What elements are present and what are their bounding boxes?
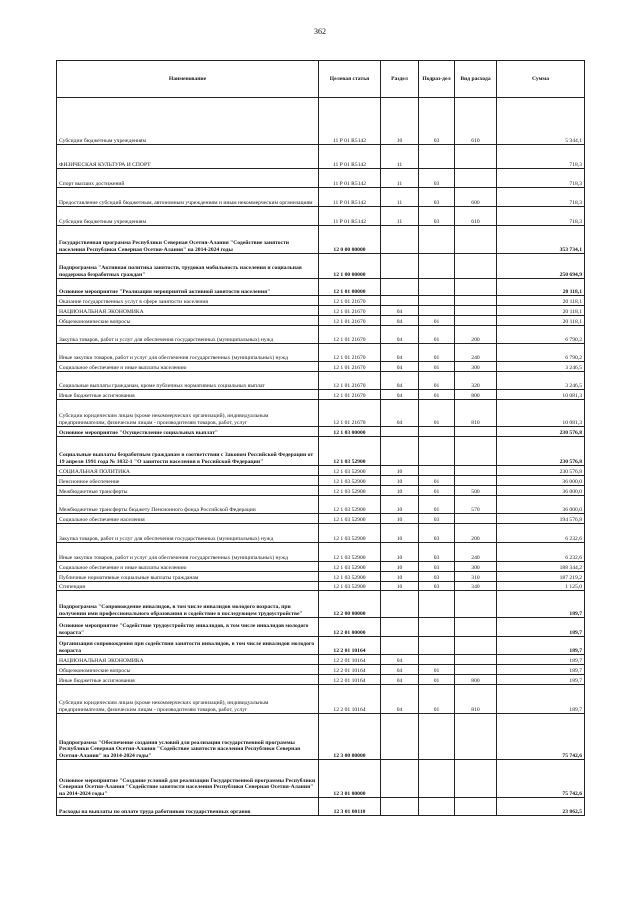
cell-amount: 189,7 <box>497 637 585 655</box>
table-row <box>57 496 585 514</box>
cell-name: Социальное обеспечение и иные выплаты населению <box>57 362 319 372</box>
cell-subsection <box>419 279 455 296</box>
cell-expense-type <box>455 655 497 665</box>
cell-target: 12 1 03 52900 <box>319 562 381 572</box>
cell-expense-type: 610 <box>455 98 497 145</box>
cell-amount: 188 344,2 <box>497 562 585 572</box>
cell-target: 11 Р 01 R5142 <box>319 169 381 188</box>
table-row <box>57 655 585 665</box>
cell-name: Стипендии <box>57 582 319 591</box>
cell-amount: 230 576,8 <box>497 437 585 466</box>
table-row <box>57 543 585 562</box>
cell-expense-type <box>455 637 497 655</box>
cell-amount: 6 790,2 <box>497 326 585 344</box>
cell-expense-type <box>455 476 497 486</box>
cell-name: Иные закупки товаров, работ и услуг для обеспечения государственных (муниципальных) нужд <box>57 543 319 562</box>
cell-amount: 250 694,9 <box>497 254 585 279</box>
cell-section: 11 <box>381 188 419 207</box>
cell-expense-type: 800 <box>455 675 497 685</box>
cell-section: 10 <box>381 514 419 524</box>
cell-amount: 189,7 <box>497 685 585 714</box>
cell-subsection <box>419 760 455 798</box>
table-row <box>57 685 585 714</box>
cell-target: 12 1 03 00000 <box>319 427 381 437</box>
cell-name: Основное мероприятие "Содействие трудоустройству инвалидов, в том числе инвалидов молодого возраста" <box>57 618 319 637</box>
cell-section: 10 <box>381 543 419 562</box>
cell-target: 12 2 01 10164 <box>319 637 381 655</box>
table-row <box>57 207 585 226</box>
cell-expense-type <box>455 427 497 437</box>
cell-subsection: 01 <box>419 400 455 427</box>
cell-amount: 10 081,3 <box>497 390 585 400</box>
cell-section: 10 <box>381 466 419 476</box>
cell-expense-type: 310 <box>455 572 497 582</box>
cell-target: 11 Р 01 R5142 <box>319 98 381 145</box>
cell-target: 12 1 01 21670 <box>319 372 381 390</box>
cell-section: 04 <box>381 665 419 675</box>
cell-target: 12 2 00 00000 <box>319 591 381 618</box>
cell-expense-type <box>455 306 497 316</box>
cell-name: Субсидии бюджетным учреждениям <box>57 98 319 145</box>
cell-amount: 20 118,1 <box>497 306 585 316</box>
cell-section: 11 <box>381 207 419 226</box>
cell-name: Расходы на выплаты по оплате труда работников государственных органов <box>57 798 319 816</box>
cell-section <box>381 279 419 296</box>
cell-name: Основное мероприятие "Осуществление социальных выплат" <box>57 427 319 437</box>
cell-subsection: 01 <box>419 476 455 486</box>
cell-section <box>381 637 419 655</box>
cell-target: 12 1 03 52900 <box>319 437 381 466</box>
table-row <box>57 390 585 400</box>
cell-section: 10 <box>381 98 419 145</box>
cell-amount: 3 246,5 <box>497 372 585 390</box>
cell-amount: 36 000,0 <box>497 476 585 486</box>
cell-amount: 20 118,1 <box>497 279 585 296</box>
cell-expense-type <box>455 714 497 760</box>
cell-section: 10 <box>381 562 419 572</box>
cell-subsection: 01 <box>419 372 455 390</box>
cell-subsection: 01 <box>419 326 455 344</box>
header-target: Целевая статья <box>319 61 381 98</box>
cell-target: 11 Р 01 R5142 <box>319 188 381 207</box>
cell-target: 12 1 01 21670 <box>319 362 381 372</box>
cell-expense-type: 600 <box>455 188 497 207</box>
cell-section <box>381 714 419 760</box>
cell-target: 12 2 01 10164 <box>319 685 381 714</box>
table-row <box>57 145 585 169</box>
cell-section: 04 <box>381 362 419 372</box>
table-row <box>57 400 585 427</box>
cell-subsection: 03 <box>419 562 455 572</box>
cell-section: 10 <box>381 524 419 543</box>
budget-table <box>56 60 585 816</box>
cell-name: Общеэкономические вопросы <box>57 316 319 326</box>
cell-amount: 189,7 <box>497 655 585 665</box>
cell-expense-type <box>455 437 497 466</box>
cell-subsection <box>419 226 455 254</box>
table-row <box>57 665 585 675</box>
cell-expense-type <box>455 254 497 279</box>
cell-expense-type <box>455 296 497 306</box>
cell-target: 12 1 03 52900 <box>319 514 381 524</box>
cell-amount: 10 081,3 <box>497 400 585 427</box>
cell-name: Спорт высших достижений <box>57 169 319 188</box>
cell-section: 04 <box>381 675 419 685</box>
cell-amount: 187 219,2 <box>497 572 585 582</box>
cell-target: 12 1 01 21670 <box>319 344 381 362</box>
cell-target: 11 Р 01 R5142 <box>319 145 381 169</box>
cell-name: НАЦИОНАЛЬНАЯ ЭКОНОМИКА <box>57 306 319 316</box>
table-header-row <box>57 61 585 98</box>
cell-target: 12 1 03 52900 <box>319 543 381 562</box>
cell-subsection: 01 <box>419 362 455 372</box>
cell-amount: 3 246,5 <box>497 362 585 372</box>
cell-expense-type <box>455 316 497 326</box>
cell-name: Социальные выплаты безработным гражданам в соответствии с Законом Российской Федерации от 19 апреля 1991 года № 1032-1 "О занятости населения в Российской Федерации" <box>57 437 319 466</box>
cell-subsection <box>419 618 455 637</box>
cell-amount: 20 118,1 <box>497 296 585 306</box>
cell-name: Пенсионное обеспечение <box>57 476 319 486</box>
cell-subsection <box>419 591 455 618</box>
cell-section <box>381 296 419 306</box>
cell-section: 10 <box>381 572 419 582</box>
cell-name: Субсидии юридическим лицам (кроме некоммерческих организаций), индивидуальным предпринимателям, физическим лицам - производителям товаров, работ, услуг <box>57 685 319 714</box>
cell-name: НАЦИОНАЛЬНАЯ ЭКОНОМИКА <box>57 655 319 665</box>
cell-section <box>381 591 419 618</box>
cell-target: 12 3 00 00000 <box>319 714 381 760</box>
cell-subsection <box>419 437 455 466</box>
cell-amount: 230 576,8 <box>497 466 585 476</box>
table-row <box>57 169 585 188</box>
table-row <box>57 486 585 496</box>
cell-amount: 718,3 <box>497 145 585 169</box>
cell-name: СОЦИАЛЬНАЯ ПОЛИТИКА <box>57 466 319 476</box>
table-row <box>57 98 585 145</box>
header-section: Раздел <box>381 61 419 98</box>
cell-subsection: 03 <box>419 169 455 188</box>
cell-target: 12 2 01 00000 <box>319 618 381 637</box>
cell-section: 04 <box>381 655 419 665</box>
cell-subsection <box>419 296 455 306</box>
cell-amount: 20 118,1 <box>497 316 585 326</box>
cell-subsection: 01 <box>419 685 455 714</box>
cell-name: ФИЗИЧЕСКАЯ КУЛЬТУРА И СПОРТ <box>57 145 319 169</box>
cell-name: Социальное обеспечение населения <box>57 514 319 524</box>
table-row <box>57 714 585 760</box>
cell-target: 12 3 01 00110 <box>319 798 381 816</box>
cell-expense-type: 570 <box>455 496 497 514</box>
cell-name: Основное мероприятие "Реализация мероприятий активной занятости населения" <box>57 279 319 296</box>
cell-name: Предоставление субсидий бюджетным, автономным учреждениям и иным некоммерческим организациям <box>57 188 319 207</box>
table-row <box>57 591 585 618</box>
cell-amount: 6 232,6 <box>497 543 585 562</box>
header-expense-type: Вид расхода <box>455 61 497 98</box>
table-row <box>57 362 585 372</box>
table-row <box>57 466 585 476</box>
cell-name: Оказание государственных услуг в сфере занятости населения <box>57 296 319 306</box>
cell-subsection <box>419 637 455 655</box>
cell-expense-type: 320 <box>455 372 497 390</box>
cell-amount: 718,3 <box>497 207 585 226</box>
header-name: Наименование <box>57 61 319 98</box>
cell-subsection <box>419 145 455 169</box>
cell-section: 04 <box>381 344 419 362</box>
cell-target: 12 2 01 10164 <box>319 665 381 675</box>
cell-expense-type <box>455 226 497 254</box>
cell-name: Иные закупки товаров, работ и услуг для обеспечения государственных (муниципальных) нужд <box>57 344 319 362</box>
cell-expense-type <box>455 665 497 675</box>
cell-name: Иные бюджетные ассигнования <box>57 675 319 685</box>
header-amount: Сумма <box>497 61 585 98</box>
cell-expense-type <box>455 145 497 169</box>
cell-name: Социальное обеспечение и иные выплаты населению <box>57 562 319 572</box>
cell-amount: 75 742,6 <box>497 760 585 798</box>
cell-name: Общеэкономические вопросы <box>57 665 319 675</box>
cell-section <box>381 226 419 254</box>
cell-amount: 75 742,6 <box>497 714 585 760</box>
cell-name: Организация сопровождения при содействии занятости инвалидов, в том числе инвалидов молодого возраста <box>57 637 319 655</box>
cell-expense-type <box>455 466 497 476</box>
cell-section <box>381 618 419 637</box>
table-row <box>57 226 585 254</box>
cell-expense-type: 300 <box>455 562 497 572</box>
cell-amount: 189,7 <box>497 665 585 675</box>
cell-target: 12 1 03 52900 <box>319 524 381 543</box>
cell-target: 12 1 01 21670 <box>319 316 381 326</box>
table-row <box>57 306 585 316</box>
table-row <box>57 344 585 362</box>
cell-target: 12 2 01 10164 <box>319 655 381 665</box>
cell-expense-type: 810 <box>455 685 497 714</box>
cell-target: 12 1 01 21670 <box>319 326 381 344</box>
cell-expense-type: 240 <box>455 344 497 362</box>
cell-name: Межбюджетные трансферты бюджету Пенсионного фонда Российской Федерации <box>57 496 319 514</box>
table-row <box>57 637 585 655</box>
cell-expense-type <box>455 618 497 637</box>
cell-target: 12 1 01 00000 <box>319 279 381 296</box>
cell-expense-type: 610 <box>455 207 497 226</box>
cell-subsection: 03 <box>419 98 455 145</box>
cell-amount: 36 000,0 <box>497 496 585 514</box>
table-row <box>57 279 585 296</box>
table-row <box>57 427 585 437</box>
cell-section: 04 <box>381 316 419 326</box>
cell-expense-type: 810 <box>455 400 497 427</box>
table-row <box>57 296 585 306</box>
cell-section <box>381 254 419 279</box>
cell-name: Субсидии бюджетным учреждениям <box>57 207 319 226</box>
cell-subsection: 03 <box>419 572 455 582</box>
cell-amount: 189,7 <box>497 618 585 637</box>
cell-expense-type: 300 <box>455 362 497 372</box>
cell-subsection <box>419 254 455 279</box>
table-row <box>57 562 585 572</box>
cell-section <box>381 760 419 798</box>
cell-amount: 189,7 <box>497 675 585 685</box>
cell-expense-type: 800 <box>455 390 497 400</box>
table-row <box>57 760 585 798</box>
table-row <box>57 572 585 582</box>
table-row <box>57 372 585 390</box>
cell-amount: 718,3 <box>497 169 585 188</box>
cell-expense-type <box>455 279 497 296</box>
cell-name: Социальные выплаты гражданам, кроме публичных нормативных социальных выплат <box>57 372 319 390</box>
table-row <box>57 316 585 326</box>
cell-amount: 6 790,2 <box>497 344 585 362</box>
cell-section: 10 <box>381 582 419 591</box>
cell-subsection: 03 <box>419 543 455 562</box>
cell-expense-type: 200 <box>455 524 497 543</box>
cell-subsection: 01 <box>419 496 455 514</box>
cell-expense-type <box>455 760 497 798</box>
cell-amount: 5 344,1 <box>497 98 585 145</box>
cell-name: Подпрограмма "Сопровождение инвалидов, в том числе инвалидов молодого возраста, при получении ими профессионального образования и содействие в последующем трудоустройстве" <box>57 591 319 618</box>
table-row <box>57 675 585 685</box>
cell-target: 12 1 03 52900 <box>319 486 381 496</box>
cell-subsection: 01 <box>419 316 455 326</box>
table-row <box>57 254 585 279</box>
cell-target: 12 1 01 21670 <box>319 306 381 316</box>
cell-section: 04 <box>381 390 419 400</box>
cell-amount: 194 576,8 <box>497 514 585 524</box>
cell-section: 10 <box>381 486 419 496</box>
cell-section: 10 <box>381 496 419 514</box>
cell-section <box>381 437 419 466</box>
cell-target: 12 1 01 21670 <box>319 390 381 400</box>
table-row <box>57 582 585 591</box>
cell-target: 11 Р 01 R5142 <box>319 207 381 226</box>
cell-expense-type: 340 <box>455 582 497 591</box>
table-row <box>57 326 585 344</box>
cell-section: 04 <box>381 372 419 390</box>
cell-expense-type <box>455 591 497 618</box>
cell-subsection: 01 <box>419 344 455 362</box>
cell-section: 11 <box>381 145 419 169</box>
cell-section: 04 <box>381 400 419 427</box>
cell-target: 12 1 03 52900 <box>319 582 381 591</box>
cell-name: Государственная программа Республики Северная Осетия-Алания "Содействие занятости населения Республики Северная Осетия-Алания" на 2014-2024 годы <box>57 226 319 254</box>
table-row <box>57 437 585 466</box>
cell-target: 12 1 01 21670 <box>319 400 381 427</box>
cell-target: 12 1 03 52900 <box>319 476 381 486</box>
cell-section: 04 <box>381 685 419 714</box>
cell-section: 04 <box>381 306 419 316</box>
cell-name: Закупка товаров, работ и услуг для обеспечения государственных (муниципальных) нужд <box>57 524 319 543</box>
cell-target: 12 3 01 00000 <box>319 760 381 798</box>
cell-section: 10 <box>381 476 419 486</box>
cell-expense-type: 240 <box>455 543 497 562</box>
cell-name: Межбюджетные трансферты <box>57 486 319 496</box>
cell-target: 12 2 01 10164 <box>319 675 381 685</box>
cell-section: 11 <box>381 169 419 188</box>
cell-amount: 23 862,5 <box>497 798 585 816</box>
cell-subsection <box>419 427 455 437</box>
cell-subsection: 01 <box>419 486 455 496</box>
cell-section: 04 <box>381 326 419 344</box>
cell-name: Закупка товаров, работ и услуг для обеспечения государственных (муниципальных) нужд <box>57 326 319 344</box>
cell-subsection <box>419 655 455 665</box>
cell-amount: 1 125,0 <box>497 582 585 591</box>
cell-amount: 718,3 <box>497 188 585 207</box>
cell-amount: 353 734,1 <box>497 226 585 254</box>
cell-target: 12 1 03 52900 <box>319 572 381 582</box>
cell-name: Публичные нормативные социальные выплаты гражданам <box>57 572 319 582</box>
page-number: 362 <box>314 27 326 36</box>
cell-subsection: 01 <box>419 390 455 400</box>
cell-expense-type: 200 <box>455 326 497 344</box>
cell-subsection: 01 <box>419 675 455 685</box>
cell-name: Подпрограмма "Обеспечение создания условий для реализации государственной программы Республики Северная Осетия-Алания "Содействие занятости населения Республики Северная Осетия-Алания" на 2014-2024 годы" <box>57 714 319 760</box>
cell-expense-type <box>455 798 497 816</box>
cell-expense-type <box>455 169 497 188</box>
table-row <box>57 524 585 543</box>
table-row <box>57 514 585 524</box>
cell-target: 12 1 00 00000 <box>319 254 381 279</box>
cell-expense-type: 500 <box>455 486 497 496</box>
cell-subsection <box>419 714 455 760</box>
table-row <box>57 476 585 486</box>
cell-subsection: 01 <box>419 665 455 675</box>
cell-subsection: 03 <box>419 582 455 591</box>
cell-subsection: 03 <box>419 188 455 207</box>
cell-subsection: 03 <box>419 207 455 226</box>
cell-target: 12 1 03 52900 <box>319 466 381 476</box>
table-row <box>57 798 585 816</box>
table-row <box>57 188 585 207</box>
cell-subsection: 03 <box>419 524 455 543</box>
cell-amount: 189,7 <box>497 591 585 618</box>
cell-subsection <box>419 798 455 816</box>
cell-target: 12 1 03 52900 <box>319 496 381 514</box>
cell-amount: 230 576,8 <box>497 427 585 437</box>
cell-expense-type <box>455 514 497 524</box>
cell-amount: 36 000,0 <box>497 486 585 496</box>
cell-name: Основное мероприятие "Создание условий для реализации Государственной программы Республики Северная Осетия-Алания "Содействие занятости населения Республики Северная Осетия-Алания" на 2014-2024 годы" <box>57 760 319 798</box>
cell-name: Подпрограмма "Активная политика занятости, трудовая мобильность населения и социальная поддержка безработных граждан" <box>57 254 319 279</box>
cell-section <box>381 798 419 816</box>
header-subsection: Подраз-дел <box>419 61 455 98</box>
cell-subsection: 03 <box>419 514 455 524</box>
cell-section <box>381 427 419 437</box>
cell-amount: 6 232,6 <box>497 524 585 543</box>
cell-subsection <box>419 306 455 316</box>
cell-target: 12 1 01 21670 <box>319 296 381 306</box>
table-row <box>57 618 585 637</box>
cell-name: Субсидии юридическим лицам (кроме некоммерческих организаций), индивидуальным предпринимателям, физическим лицам - производителям товаров, работ, услуг <box>57 400 319 427</box>
cell-name: Иные бюджетные ассигнования <box>57 390 319 400</box>
cell-target: 12 0 00 00000 <box>319 226 381 254</box>
cell-subsection <box>419 466 455 476</box>
